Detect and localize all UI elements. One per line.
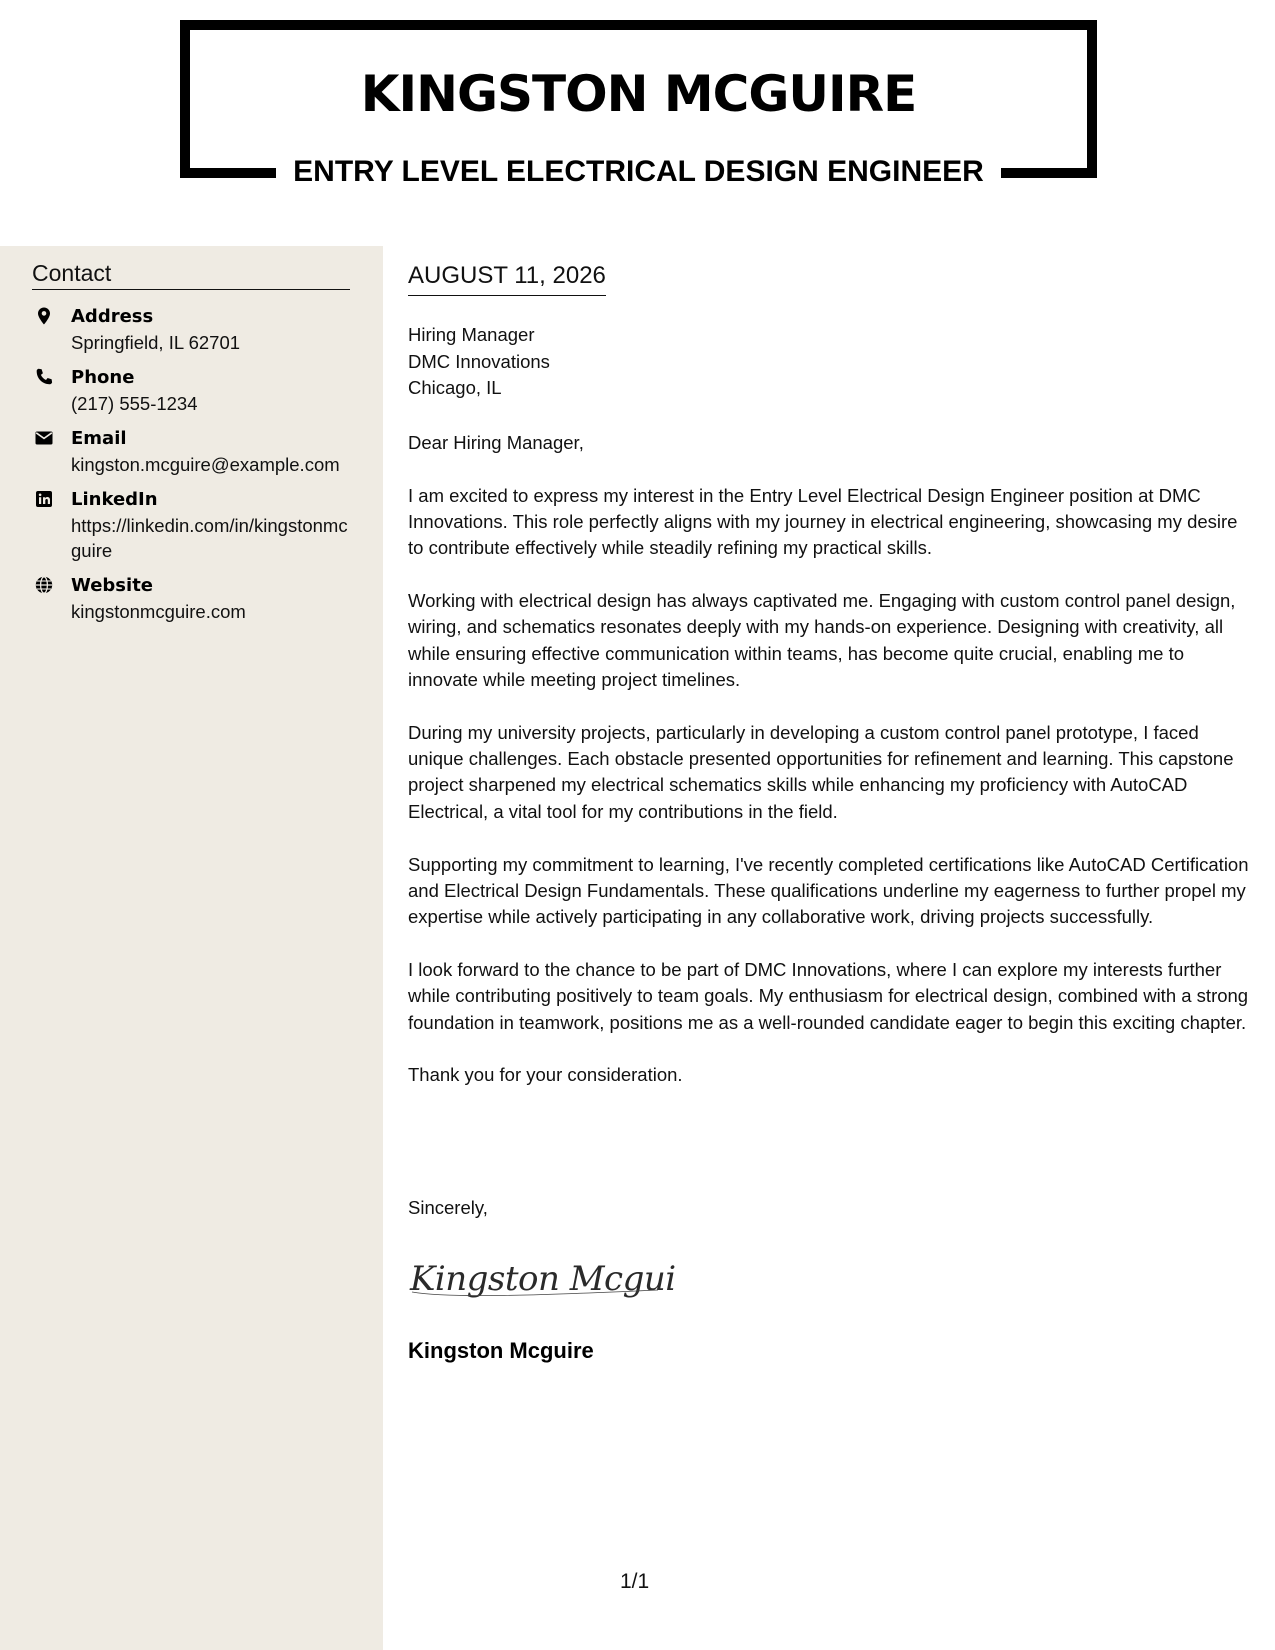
phone-icon [34, 367, 54, 387]
salutation: Dear Hiring Manager, [408, 432, 584, 453]
contact-heading: Contact [32, 260, 350, 290]
contact-value: Springfield, IL 62701 [71, 332, 241, 353]
letter-text [408, 430, 1253, 1115]
envelope-icon [34, 428, 54, 448]
globe-icon [34, 575, 54, 595]
job-title: ENTRY LEVEL ELECTRICAL DESIGN ENGINEER [293, 155, 984, 188]
frame-top-border [180, 20, 1097, 30]
contact-value: kingston.mcguire@example.com [71, 454, 340, 475]
contact-item-phone [32, 365, 357, 416]
linkedin-icon [34, 489, 54, 509]
contact-label: Website [71, 575, 154, 596]
recipient-location: Chicago, IL [408, 377, 502, 398]
signature-image [408, 1246, 678, 1306]
header-frame [180, 20, 1097, 188]
letter-date: AUGUST 11, 2026 [408, 262, 606, 296]
closing: Sincerely, [408, 1197, 488, 1218]
paragraph: Thank you for your consideration. [408, 1064, 683, 1086]
paragraph: Working with electrical design has always captivated me. Engaging with custom control panel design, wiring, and schematics resonates deeply with my hands-on experience. Designing with creativity, all while ensuring effective communication within teams, has become quite crucial, enabling me to innovate while meeting project timelines. [408, 590, 1236, 691]
signer-name: Kingston Mcguire [408, 1338, 594, 1363]
signature-text: Kingston Mcguir [410, 1259, 678, 1299]
contact-label: Email [71, 428, 127, 449]
contact-label: Address [71, 306, 154, 327]
contact-value[interactable]: https://linkedin.com/in/kingstonmcguire [71, 515, 348, 561]
paragraph: During my university projects, particularly in developing a custom control panel prototype, I faced unique challenges. Each obstacle presented opportunities for refinement and learning. This capstone project sharpened my electrical schematics skills while enhancing my proficiency with AutoCAD Electrical, a vital tool for my contributions in the field. [408, 721, 1234, 822]
applicant-name: KINGSTON MCGUIRE [360, 65, 917, 123]
contact-item-linkedin [32, 487, 357, 563]
recipient-name: Hiring Manager [408, 324, 535, 345]
paragraph: Supporting my commitment to learning, I've recently completed certifications like AutoCAD Certification and Electrical Design Fundamentals. These qualifications underline my eagerness to further propel my expertise while actively participating in any collaborative work, driving projects successfully. [408, 853, 1249, 928]
location-pin-icon [34, 306, 54, 326]
contact-sidebar [0, 246, 383, 1650]
recipient-company: DMC Innovations [408, 350, 550, 372]
contact-label: Phone [71, 367, 135, 388]
contact-value: (217) 555-1234 [71, 393, 198, 414]
contact-label: LinkedIn [71, 489, 158, 510]
contact-item-address [32, 304, 357, 355]
contact-item-website [32, 573, 357, 624]
recipient-block [408, 322, 550, 402]
contact-list [32, 304, 357, 634]
paragraph: I am excited to express my interest in the Entry Level Electrical Design Engineer position at DMC Innovations. This role perfectly aligns with my journey in electrical engineering, showcasing my desire to contribute effectively while steadily refining my practical skills. [408, 484, 1238, 559]
contact-value[interactable]: kingstonmcguire.com [71, 601, 246, 622]
paragraph: I look forward to the chance to be part of DMC Innovations, where I can explore my interests further while contributing positively to team goals. My enthusiasm for electrical design, combined with a strong foundation in teamwork, positions me as a well-rounded candidate eager to begin this exciting chapter. [408, 958, 1249, 1033]
contact-item-email [32, 426, 357, 477]
page-number: 1/1 [620, 1570, 650, 1593]
